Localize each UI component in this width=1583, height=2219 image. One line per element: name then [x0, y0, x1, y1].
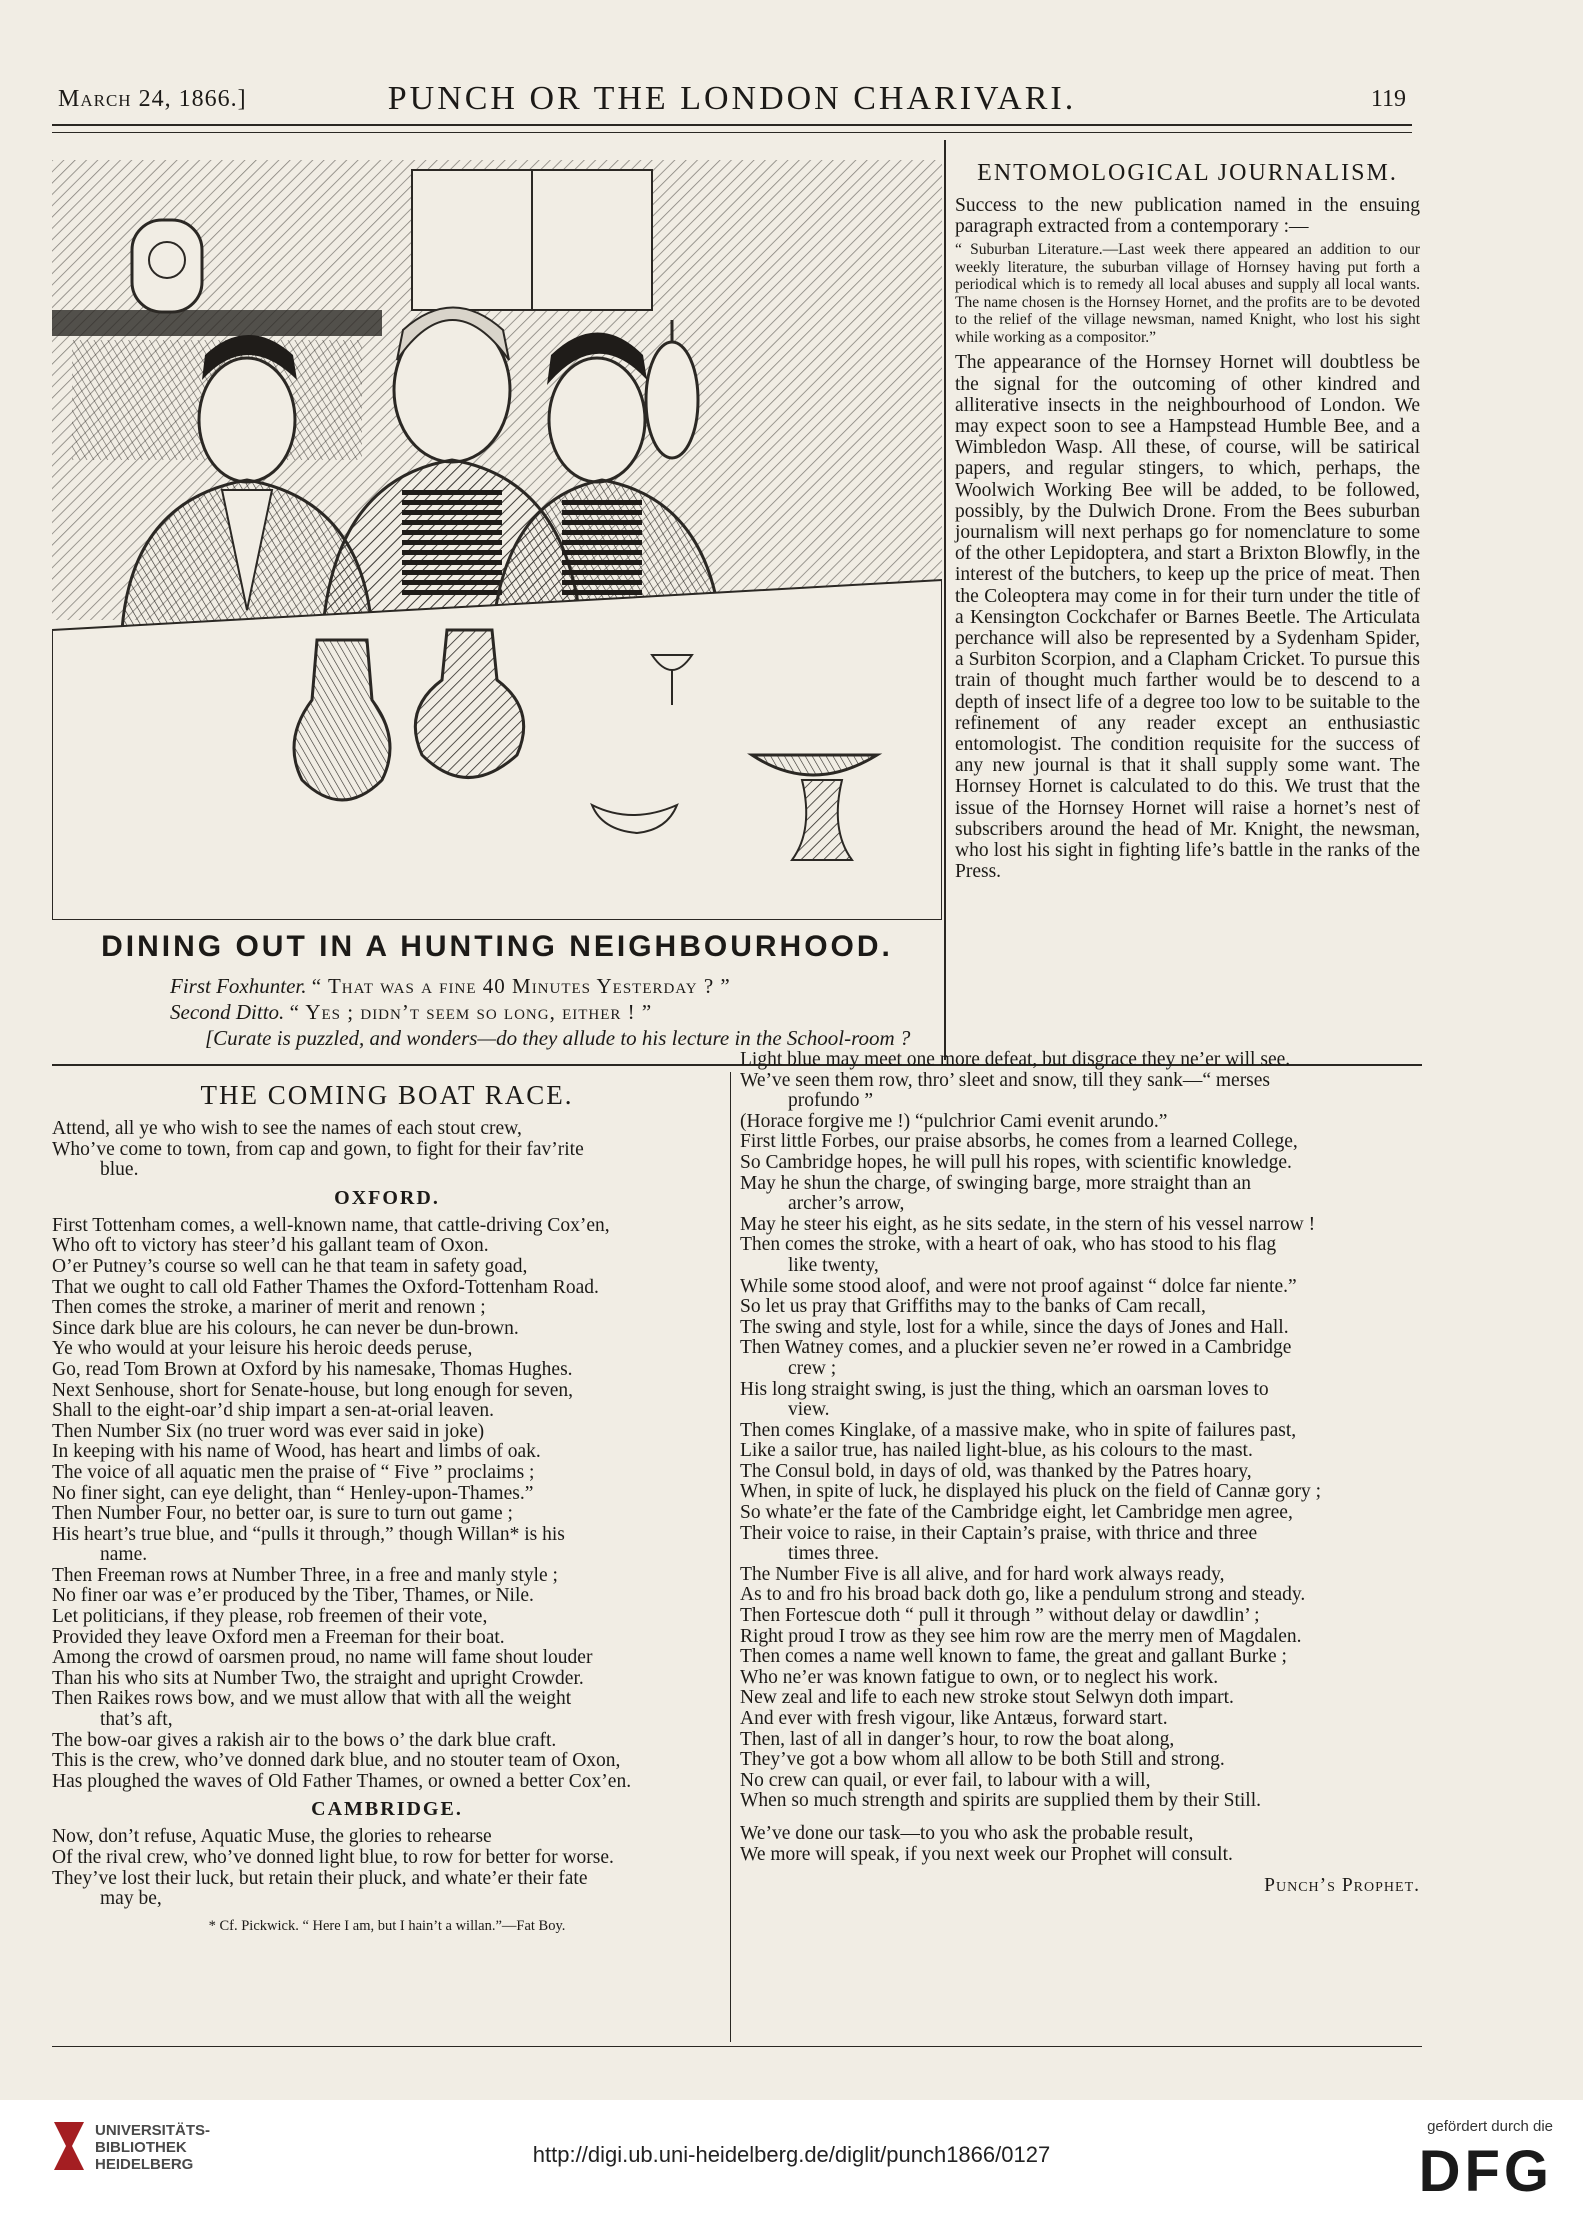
- poem-line: Like a sailor true, has nailed light-blue, as his colours to the mast.: [740, 1440, 1253, 1462]
- poem-line: This is the crew, who’ve donned dark blue, and no stouter team of Oxon,: [52, 1750, 621, 1772]
- poem-line: So Cambridge hopes, he will pull his ropes, with scientific knowledge.: [740, 1151, 1292, 1173]
- mantelpiece: [52, 310, 382, 336]
- poem-line: No finer sight, can eye delight, than “ Henley-upon-Thames.”: [52, 1482, 534, 1504]
- poem-line: Who oft to victory has steer’d his gallant team of Oxon.: [52, 1235, 489, 1257]
- poem-line: Since dark blue are his colours, he can never be dun-brown.: [52, 1317, 519, 1339]
- poem-line: No finer oar was e’er produced by the Tiber, Thames, or Nile.: [52, 1585, 534, 1607]
- poem-line: O’er Putney’s course so well can he that team in safety goad,: [52, 1255, 528, 1277]
- poem-line: Who’ve come to town, from cap and gown, to fight for their fav’rite: [52, 1138, 584, 1160]
- poem-line: May he steer his eight, as he sits sedate, in the stern of his vessel narrow !: [740, 1213, 1316, 1235]
- poem-line: Their voice to raise, in their Captain’s praise, with thrice and three: [740, 1522, 1258, 1544]
- poem-line: (Horace forgive me !) “pulchrior Cami evenit arundo.”: [740, 1110, 1168, 1132]
- article-title: ENTOMOLOGICAL JOURNALISM.: [977, 160, 1398, 186]
- poem-line: Then comes the stroke, a mariner of merit and renown ;: [52, 1297, 486, 1319]
- poem-line: So let us pray that Griffiths may to the banks of Cam recall,: [740, 1296, 1206, 1318]
- poem-line: They’ve lost their luck, but retain their pluck, and whate’er their fate: [52, 1867, 588, 1889]
- mantel-clock: [132, 220, 202, 312]
- poem-line: name.: [100, 1544, 148, 1566]
- entomological-article: [955, 160, 1420, 882]
- cartoon-caption-line-1: [170, 974, 731, 999]
- cartoon-caption-line-3: [Curate is puzzled, and wonders—do they allude to his lecture in the School-room ?: [205, 1026, 911, 1050]
- source-url[interactable]: http://digi.ub.uni-heidelberg.de/diglit/punch1866/0127: [532, 2142, 1051, 2167]
- article-intro: Success to the new publication named in the ensuing paragraph extracted from a contemporary :—: [955, 195, 1420, 238]
- boat-race-poem: [52, 1080, 722, 1935]
- striped-vest: [402, 490, 502, 600]
- poem-line: They’ve got a bow whom all allow to be both Still and strong.: [740, 1749, 1225, 1771]
- poem-line: Then Watney comes, and a pluckier seven ne’er rowed in a Cambridge: [740, 1337, 1292, 1359]
- poem-line: The voice of all aquatic men the praise of “ Five ” proclaims ;: [52, 1461, 535, 1483]
- poem-line: Than his who sits at Number Two, the straight and upright Crowder.: [52, 1667, 584, 1689]
- cambridge-stanzas-left: [52, 1827, 722, 1909]
- poem-line: When so much strength and spirits are supplied them by their Still.: [740, 1790, 1261, 1812]
- poem-line: New zeal and life to each new stroke stout Selwyn doth impart.: [740, 1687, 1234, 1709]
- poem-line: Provided they leave Oxford men a Freeman for their boat.: [52, 1626, 505, 1648]
- poem-line: While some stood aloof, and were not proof against “ dolce far niente.”: [740, 1275, 1297, 1297]
- poem-line: Then Fortescue doth “ pull it through ” without delay or dawdlin’ ;: [740, 1605, 1260, 1627]
- poem-line: First Tottenham comes, a well-known name, that cattle-driving Cox’en,: [52, 1214, 610, 1236]
- poem-line: Who ne’er was known fatigue to own, or to neglect his work.: [740, 1666, 1219, 1688]
- poem-line: May he shun the charge, of swinging barge, more straight than an: [740, 1172, 1252, 1194]
- poem-line: like twenty,: [788, 1254, 879, 1276]
- poem-title: THE COMING BOAT RACE.: [200, 1080, 574, 1110]
- poem-line: archer’s arrow,: [788, 1193, 905, 1215]
- poem-opening: [52, 1119, 722, 1181]
- library-name: UNIVERSITÄTS- BIBLIOTHEK HEIDELBERG: [95, 2122, 211, 2173]
- poem-line: Then comes the stroke, with a heart of oak, who has stood to his flag: [740, 1234, 1277, 1256]
- poem-line: No crew can quail, or ever fail, to labour with a will,: [740, 1769, 1151, 1791]
- header-date: March 24, 1866.]: [58, 86, 247, 112]
- oxford-heading: OXFORD.: [334, 1186, 440, 1209]
- poem-line: We’ve done our task—to you who ask the probable result,: [740, 1822, 1194, 1844]
- cartoon-engraving: [52, 160, 942, 920]
- poem-line: And ever with fresh vigour, like Antæus, forward start.: [740, 1708, 1168, 1729]
- poem-line: Shall to the eight-oar’d ship impart a sen-at-orial leaven.: [52, 1400, 495, 1422]
- poem-line: profundo ”: [788, 1090, 874, 1112]
- poem-line: Next Senhouse, short for Senate-house, but long enough for seven,: [52, 1379, 573, 1401]
- oxford-stanzas: [52, 1216, 722, 1793]
- funding-label: gefördert durch die: [1427, 2118, 1553, 2135]
- first-foxhunter-head: [199, 358, 295, 482]
- second-foxhunter-head: [549, 358, 645, 482]
- article-quote: “ Suburban Literature.—Last week there appeared an addition to our weekly literature, the suburban village of Hornsey having put forth a periodical which is to remedy all local abuses and supply all local wants. The name chosen is the Hornsey Hornet, and the profits are to be devoted to the relief of the village newsman, named Knight, who lost his sight while working as a compositor.”: [955, 241, 1420, 346]
- poem-line: As to and fro his broad back doth go, like a pendulum strong and steady.: [740, 1584, 1306, 1606]
- poem-line: Now, don’t refuse, Aquatic Muse, the glories to rehearse: [52, 1826, 492, 1848]
- poem-line: Has ploughed the waves of Old Father Thames, or owned a better Cox’en.: [52, 1770, 632, 1792]
- poem-line: Then Raikes rows bow, and we must allow that with all the weight: [52, 1688, 572, 1710]
- article-body: The appearance of the Hornsey Hornet will doubtless be the signal for the outcoming of other kindred and alliterative insects in the neighbourhood of London. We may expect soon to see a Hampstead Humble Bee, and a Wimbledon Wasp. All these, of course, will be satirical papers, and regular stingers, to which, perhaps, the Woolwich Working Bee will be added, to be followed, possibly, by the Dulwich Drone. From the Bees suburban journalism will next perhaps go for nomenclature to some of the other Lepidoptera, and start a Brixton Blowfly, in the interest of the butchers, to keep up the price of meat. Then the Coleoptera may come in for their turn under the title of a Kensington Cockchafer or Barnes Beetle. The Articulata perchance will also be represented by a Sydenham Spider, a Surbiton Scorpion, and a Clapham Cricket. To pursue this train of thought much farther would be to descend to a depth of insect life of a degree too low to be suitable to the refinement of any reader except an enthusiastic entomologist. The condition requisite for the success of any new journal is that it shall supply some want. The Hornsey Hornet is calculated to do this. We trust that the issue of the Hornsey Hornet will raise a hornet’s nest of subscribers around the head of Mr. Knight, the newsman, who lost his sight in fighting life’s battle in the ranks of the Press.: [955, 352, 1420, 883]
- column-rule-top: [944, 140, 946, 1060]
- caption-speaker-1: First Foxhunter.: [170, 974, 307, 998]
- poem-closing: [740, 1824, 1420, 1865]
- footer-bar: [0, 2100, 1583, 2219]
- caption-text-1: “ That was a fine 40 Minutes Yesterday ? ”: [311, 974, 731, 998]
- caption-speaker-2: Second Ditto.: [170, 1000, 285, 1024]
- poem-line: view.: [788, 1399, 830, 1421]
- poem-line: The swing and style, lost for a while, since the days of Jones and Hall.: [740, 1316, 1289, 1338]
- poem-line: The bow-oar gives a rakish air to the bows o’ the dark blue craft.: [52, 1729, 557, 1751]
- poem-line: We’ve seen them row, thro’ sleet and snow, till they sank—“ merses: [740, 1069, 1271, 1091]
- cambridge-stanzas-right: [740, 1050, 1420, 1812]
- poem-line: Attend, all ye who wish to see the names of each stout crew,: [52, 1118, 522, 1139]
- poem-line: Then comes Kinglake, of a massive make, who in spite of failures past,: [740, 1419, 1297, 1441]
- poem-line: crew ;: [788, 1357, 837, 1379]
- poem-line: So whate’er the fate of the Cambridge eight, let Cambridge men agree,: [740, 1502, 1293, 1524]
- cartoon-illustration: [52, 160, 942, 920]
- poem-line: His long straight swing, is just the thing, which an oarsman loves to: [740, 1378, 1269, 1400]
- header-title: PUNCH OR THE LONDON CHARIVARI.: [387, 80, 1077, 117]
- poem-line: Right proud I trow as they see him row are the merry men of Magdalen.: [740, 1625, 1302, 1647]
- cartoon-caption-line-2: [170, 1000, 652, 1025]
- caption-text-2: “ Yes ; didn’t seem so long, either ! ”: [289, 1000, 653, 1024]
- poem-line: The Consul bold, in days of old, was thanked by the Patres hoary,: [740, 1460, 1252, 1482]
- header-page-number: 119: [1370, 86, 1406, 112]
- boat-race-poem-continued: [740, 1050, 1420, 1897]
- poem-line: Among the crowd of oarsmen proud, no name will fame shout louder: [52, 1647, 593, 1669]
- poem-line: First little Forbes, our praise absorbs, he comes from a learned College,: [740, 1131, 1298, 1153]
- poem-line: Let politicians, if they please, rob freemen of their vote,: [52, 1606, 488, 1628]
- poem-footnote: * Cf. Pickwick. “ Here I am, but I hain’t a willan.”—Fat Boy.: [208, 1917, 566, 1934]
- dfg-logo: DFG: [1418, 2139, 1553, 2204]
- bottom-rule: [52, 2046, 1422, 2047]
- poem-line: Light blue may meet one more defeat, but disgrace they ne’er will see.: [740, 1049, 1291, 1070]
- cambridge-heading: CAMBRIDGE.: [311, 1798, 463, 1821]
- poem-line: We more will speak, if you next week our Prophet will consult.: [740, 1843, 1233, 1865]
- page-header: [52, 80, 1412, 126]
- poem-line: that’s aft,: [100, 1709, 173, 1731]
- poem-line: times three.: [788, 1543, 879, 1565]
- poem-line: In keeping with his name of Wood, has heart and limbs of oak.: [52, 1441, 541, 1463]
- poem-line: Ye who would at your leisure his heroic deeds peruse,: [52, 1338, 473, 1360]
- poem-line: Then Number Four, no better oar, is sure to turn out game ;: [52, 1503, 513, 1525]
- poem-line: Then, last of all in danger’s hour, to row the boat along,: [740, 1728, 1175, 1750]
- cartoon-title: DINING OUT IN A HUNTING NEIGHBOURHOOD.: [101, 930, 893, 963]
- column-rule-bottom: [730, 1072, 731, 2042]
- poem-line: Go, read Tom Brown at Oxford by his namesake, Thomas Hughes.: [52, 1358, 573, 1380]
- poem-line: may be,: [100, 1888, 162, 1910]
- poem-line: Then Freeman rows at Number Three, in a free and manly style ;: [52, 1564, 558, 1586]
- poem-line: When, in spite of luck, he displayed his pluck on the field of Cannæ gory ;: [740, 1481, 1322, 1503]
- poem-line: blue.: [100, 1159, 139, 1181]
- poem-line: Then Number Six (no truer word was ever said in joke): [52, 1420, 485, 1442]
- poem-line: The Number Five is all alive, and for hard work always ready,: [740, 1563, 1225, 1585]
- poem-line: Then comes a name well known to fame, the great and gallant Burke ;: [740, 1646, 1287, 1668]
- hanging-pan: [646, 342, 698, 458]
- poem-line: That we ought to call old Father Thames the Oxford-Tottenham Road.: [52, 1276, 599, 1298]
- poem-line: His heart’s true blue, and “pulls it through,” though Willan* is his: [52, 1523, 565, 1545]
- poem-signature: Punch’s Prophet.: [1264, 1875, 1420, 1897]
- header-rule: [52, 132, 1412, 133]
- poem-line: Of the rival crew, who’ve donned light blue, to row for better for worse.: [52, 1847, 614, 1868]
